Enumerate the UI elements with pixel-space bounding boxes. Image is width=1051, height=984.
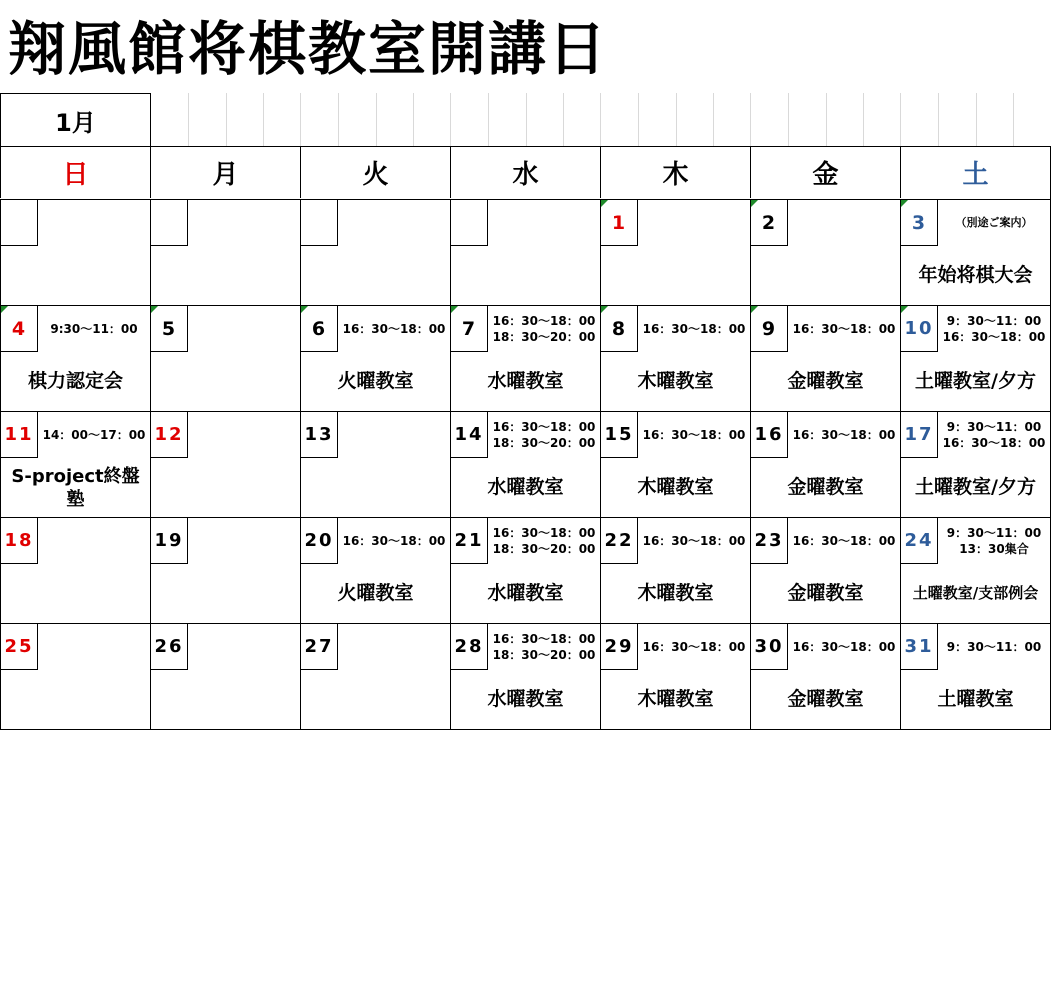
day-cell [900,623,1050,729]
day-cell [750,517,900,623]
month-label: 1月 [0,93,151,147]
day-cell [600,305,750,411]
gridline [826,93,827,147]
day-cell [750,199,900,305]
gridline [226,93,227,147]
gridline [600,93,601,147]
event-label: 金曜教室 [787,476,864,498]
weekday-header: 月 [150,146,300,198]
day-cell [150,517,300,623]
class-time: 9：30～11：00 16：30～18：00 [942,314,1046,344]
class-time: 16：30～18：00 [642,534,746,548]
gridline [300,93,301,147]
day-number: 4 [1,306,38,352]
class-time: 16：30～18：00 [642,322,746,336]
day-number [1,200,38,246]
gridline [788,93,789,147]
event-label: 水曜教室 [487,582,564,604]
day-number: 29 [601,624,638,670]
day-number: 14 [451,412,488,458]
day-number: 20 [301,518,338,564]
event-label: 金曜教室 [787,582,864,604]
gridline [450,93,451,147]
day-cell [450,411,600,517]
day-number [151,200,188,246]
day-number: 6 [301,306,338,352]
event-label: S-project終盤塾 [11,465,140,510]
day-cell [300,305,450,411]
gridline [188,93,189,147]
gridline [1013,93,1014,147]
day-number: 13 [301,412,338,458]
day-cell [600,411,750,517]
gridline [563,93,564,147]
day-number: 12 [151,412,188,458]
class-time: 16：30～18：00 [342,534,446,548]
day-number: 22 [601,518,638,564]
gridline [938,93,939,147]
event-label: 木曜教室 [637,370,714,392]
class-time: 9：30～11：00 16：30～18：00 [942,420,1046,450]
day-number: 19 [151,518,188,564]
class-time: 16：30～18：00 [342,322,446,336]
class-time: 16：30～18：00 [642,640,746,654]
day-number: 25 [1,624,38,670]
weekday-header: 金 [750,146,900,198]
day-cell [300,517,450,623]
day-cell [150,305,300,411]
day-number: 16 [751,412,788,458]
day-number: 7 [451,306,488,352]
day-cell [900,517,1050,623]
event-label: 金曜教室 [787,370,864,392]
day-cell [900,411,1050,517]
day-cell [150,199,300,305]
day-cell [300,623,450,729]
gridline [900,93,901,147]
class-time: 16：30～18：00 18：30～20：00 [492,632,596,662]
day-number: 15 [601,412,638,458]
day-number: 3 [901,200,938,246]
day-number: 8 [601,306,638,352]
day-number [301,200,338,246]
day-cell [300,199,450,305]
day-cell [750,411,900,517]
class-time: 16：30～18：00 [642,428,746,442]
day-number: 26 [151,624,188,670]
day-cell [0,411,150,517]
class-time: 16：30～18：00 18：30～20：00 [492,526,596,556]
day-cell [0,517,150,623]
gridline [638,93,639,147]
day-cell [600,517,750,623]
day-cell [900,199,1050,305]
day-cell [0,305,150,411]
day-cell [600,199,750,305]
class-time: 16：30～18：00 [792,428,896,442]
class-time: 16：30～18：00 18：30～20：00 [492,314,596,344]
day-cell [150,623,300,729]
event-label: 土曜教室 [937,688,1014,710]
event-label: 土曜教室/支部例会 [912,584,1039,602]
gridline [263,93,264,147]
day-cell [900,305,1050,411]
gridline [526,93,527,147]
empty-grid-area [151,93,1051,147]
gridline [976,93,977,147]
day-cell [150,411,300,517]
day-cell [450,305,600,411]
day-number: 11 [1,412,38,458]
weekday-header: 火 [300,146,450,198]
weekday-header: 日 [0,146,150,198]
class-time: 16：30～18：00 [792,534,896,548]
event-label: 棋力認定会 [27,370,123,392]
gridline [713,93,714,147]
day-number: 24 [901,518,938,564]
event-label: 水曜教室 [487,370,564,392]
month-row [0,93,1051,147]
day-cell [750,305,900,411]
day-cell [0,199,150,305]
day-number: 10 [901,306,938,352]
day-cell [450,517,600,623]
day-number: 27 [301,624,338,670]
gridline [488,93,489,147]
class-time: （別途ご案内） [955,216,1033,229]
day-cell [600,623,750,729]
table-bottom-border [0,729,1051,730]
weekday-header: 水 [450,146,600,198]
event-label: 年始将棋大会 [918,264,1033,286]
day-number: 21 [451,518,488,564]
day-number: 31 [901,624,938,670]
class-time: 14：00～17：00 [42,428,146,442]
day-cell [750,623,900,729]
day-number: 9 [751,306,788,352]
page-title: 翔風館将棋教室開講日 [8,15,609,83]
day-number: 17 [901,412,938,458]
day-cell [0,623,150,729]
event-label: 水曜教室 [487,476,564,498]
day-number: 5 [151,306,188,352]
gridline [338,93,339,147]
weekday-header: 木 [600,146,750,198]
event-label: 木曜教室 [637,688,714,710]
gridline [863,93,864,147]
day-number: 1 [601,200,638,246]
day-cell [450,199,600,305]
class-time: 16：30～18：00 [792,322,896,336]
event-label: 火曜教室 [337,582,414,604]
day-number: 30 [751,624,788,670]
event-label: 木曜教室 [637,476,714,498]
day-number: 18 [1,518,38,564]
day-number [451,200,488,246]
class-time: 9：30～11：00 13：30集合 [946,526,1042,556]
class-time: 9:30～11：00 [50,322,138,336]
day-number: 28 [451,624,488,670]
event-label: 水曜教室 [487,688,564,710]
gridline [376,93,377,147]
class-time: 16：30～18：00 [792,640,896,654]
day-number: 2 [751,200,788,246]
day-number: 23 [751,518,788,564]
event-label: 土曜教室/夕方 [915,476,1036,498]
event-label: 木曜教室 [637,582,714,604]
event-label: 金曜教室 [787,688,864,710]
class-time: 16：30～18：00 18：30～20：00 [492,420,596,450]
day-cell [300,411,450,517]
event-label: 火曜教室 [337,370,414,392]
event-label: 土曜教室/夕方 [915,370,1036,392]
weekday-header: 土 [900,146,1050,198]
gridline [750,93,751,147]
class-time: 9：30～11：00 [946,640,1042,654]
day-cell [450,623,600,729]
gridline [413,93,414,147]
gridline [676,93,677,147]
